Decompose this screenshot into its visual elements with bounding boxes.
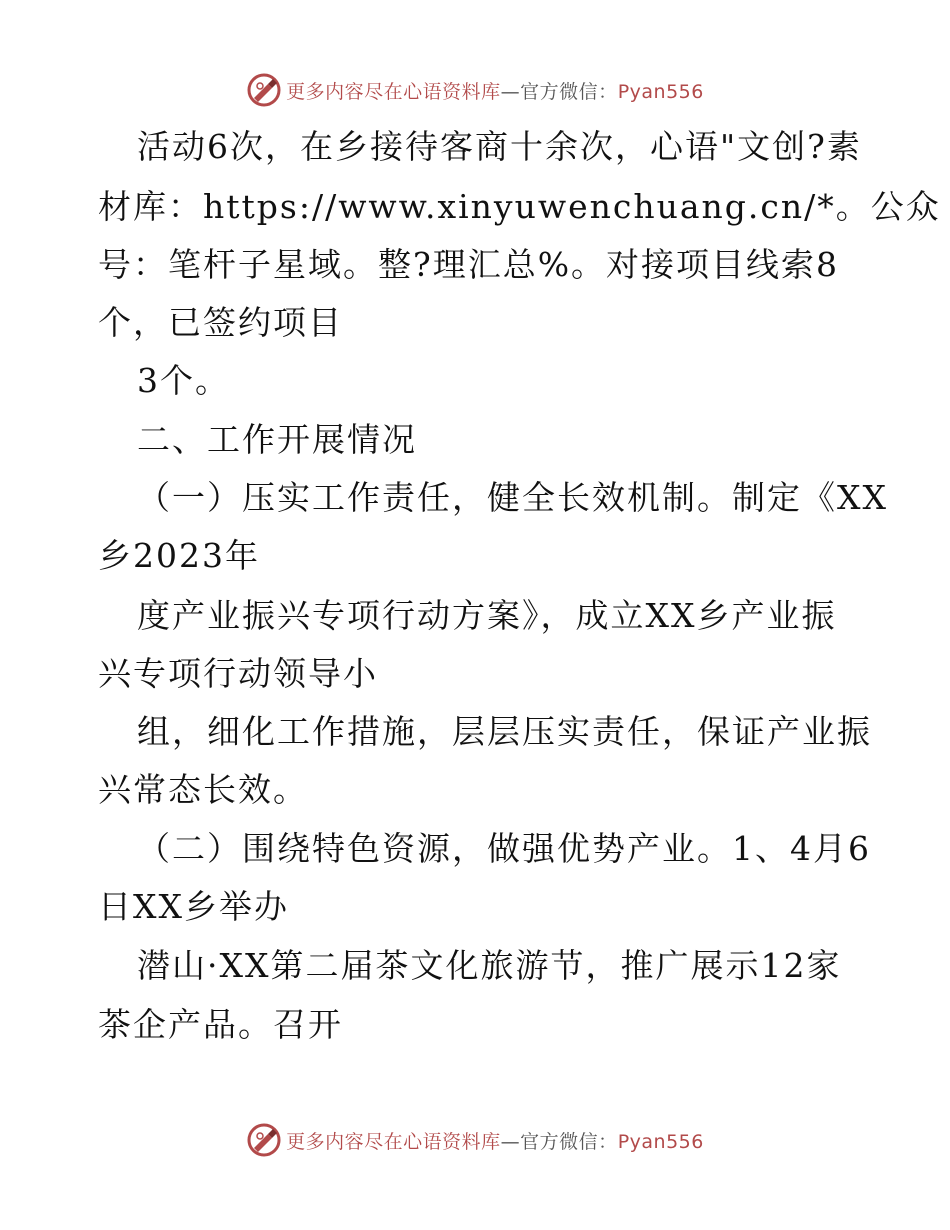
- section-heading: 二、工作开展情况: [137, 420, 417, 459]
- body-line-16: 茶企产品。召开: [98, 1005, 343, 1044]
- footer-brand-text: [286, 1127, 704, 1154]
- body-line-8: 乡2023年: [98, 536, 260, 575]
- body-line-12: 兴常态长效。: [98, 770, 308, 809]
- header-official-label: 官方微信：: [520, 80, 618, 103]
- body-line-1: 活动6次，在乡接待客商十余次，心语"文创?素: [137, 127, 862, 166]
- footer-official-label: 官方微信：: [520, 1130, 618, 1153]
- header-wechat-id: Pyan556: [617, 80, 704, 103]
- body-line-13: （二）围绕特色资源，做强优势产业。1、4月6: [137, 829, 871, 868]
- body-line-15: 潜山·XX第二届茶文化旅游节，推广展示12家: [137, 946, 842, 985]
- header-separator: —: [500, 80, 521, 103]
- footer-separator: —: [500, 1130, 521, 1153]
- brand-logo-icon: [246, 1122, 282, 1158]
- footer-brand-name: 更多内容尽在心语资料库: [286, 1130, 501, 1153]
- body-line-3: 号：笔杆子星域。整?理汇总%。对接项目线索8: [98, 245, 840, 284]
- footer-watermark: [0, 1120, 950, 1160]
- body-line-14: 日XX乡举办: [98, 887, 289, 926]
- body-line-10: 兴专项行动领导小: [98, 654, 378, 693]
- footer-wechat-id: Pyan556: [617, 1130, 704, 1153]
- body-line-7: （一）压实工作责任，健全长效机制。制定《XX: [137, 478, 888, 517]
- header-brand-name: 更多内容尽在心语资料库: [286, 80, 501, 103]
- body-line-2: 材库：https://www.xinyuwenchuang.cn/*。公众: [98, 187, 941, 226]
- body-line-11: 组，细化工作措施，层层压实责任，保证产业振: [137, 712, 872, 751]
- body-line-9: 度产业振兴专项行动方案》，成立XX乡产业振: [137, 596, 837, 635]
- body-line-4: 个，已签约项目: [98, 303, 343, 342]
- body-line-5: 3个。: [137, 361, 230, 400]
